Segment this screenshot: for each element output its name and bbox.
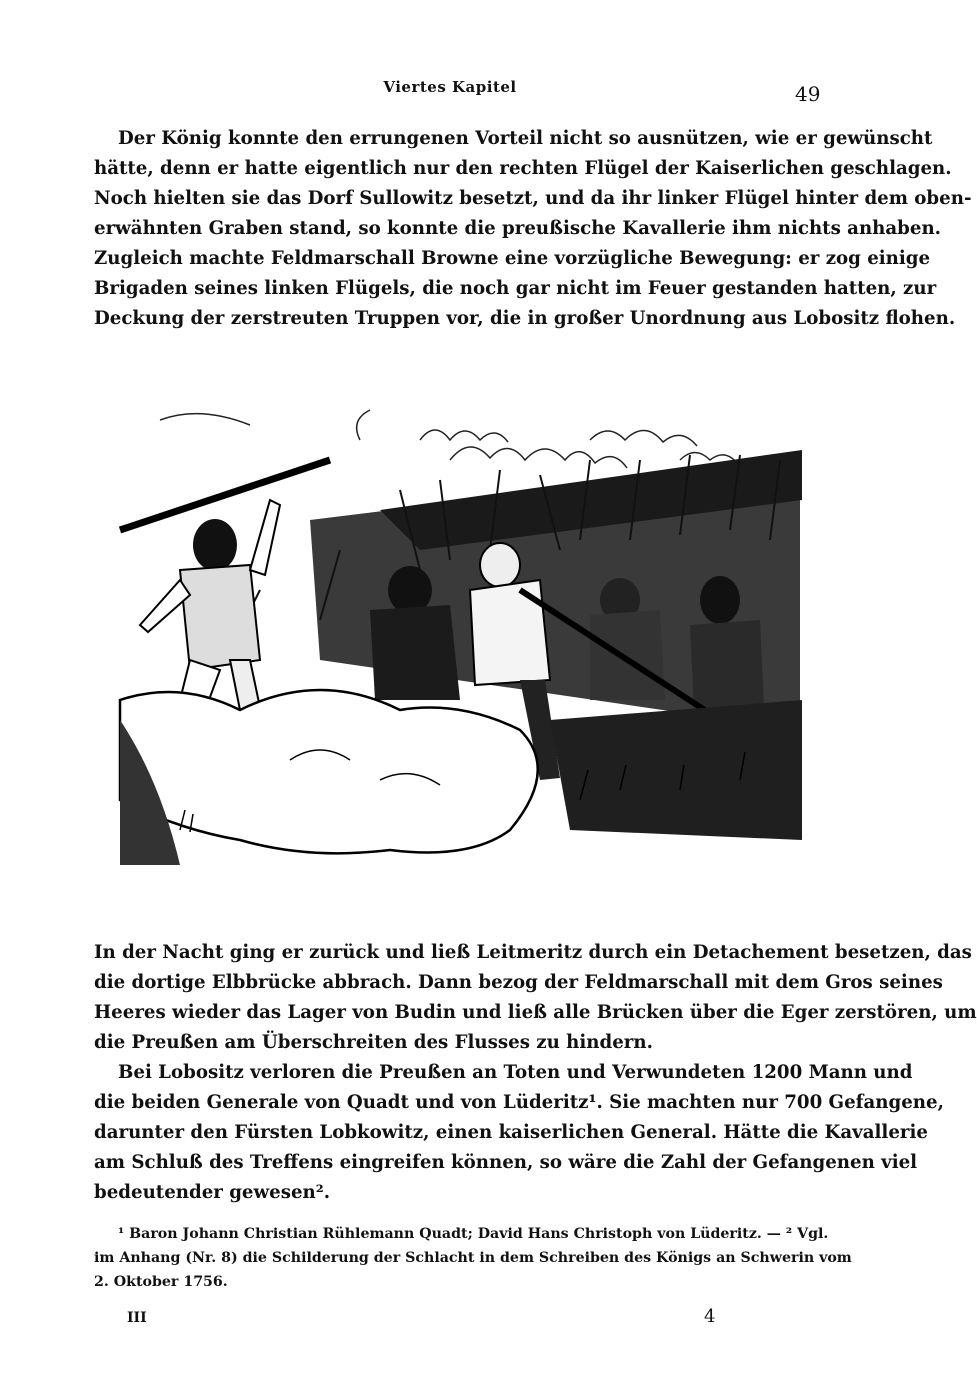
paragraph-2 xyxy=(94,938,977,1058)
footnote-line: 2. Oktober 1756. xyxy=(94,1274,228,1290)
text-line: am Schluß des Treffens eingreifen können, so wäre die Zahl der Gefangenen viel xyxy=(94,1152,918,1173)
text-line: Noch hielten sie das Dorf Sullowitz besetzt, und da ihr linker Flügel hinter dem oben- xyxy=(94,188,972,209)
raised-musket xyxy=(120,460,330,530)
text-line: die dortige Elbbrücke abbrach. Dann bezog der Feldmarschall mit dem Gros seines xyxy=(94,972,943,993)
smoke-clouds xyxy=(160,410,738,468)
text-line: Der König konnte den errungenen Vorteil nicht so ausnützen, wie er gewünscht xyxy=(118,128,933,149)
text-line: In der Nacht ging er zurück und ließ Leitmeritz durch ein Detachement besetzen, das xyxy=(94,942,972,963)
text-line: erwähnten Graben stand, so konnte die preußische Kavallerie ihm nichts anhaben. xyxy=(94,218,942,239)
footnote-line: ¹ Baron Johann Christian Rühlemann Quadt; David Hans Christoph von Lüderitz. — ² Vgl. xyxy=(118,1226,829,1242)
text-line: Heeres wieder das Lager von Budin und ließ alle Brücken über die Eger zerstören, um xyxy=(94,1002,977,1023)
text-line: die Preußen am Überschreiten des Flusses zu hindern. xyxy=(94,1032,653,1053)
text-line: die beiden Generale von Quadt und von Lüderitz¹. Sie machten nur 700 Gefangene, xyxy=(94,1092,944,1113)
text-line: hätte, denn er hatte eigentlich nur den rechten Flügel der Kaiserlichen geschlagen. xyxy=(94,158,952,179)
page-number: 49 xyxy=(795,82,821,106)
paragraph-3 xyxy=(94,1058,944,1208)
rocky-ground xyxy=(120,690,538,853)
text-line: Bei Lobositz verloren die Preußen an Toten und Verwundeten 1200 Mann und xyxy=(118,1062,913,1083)
text-line: darunter den Fürsten Lobkowitz, einen kaiserlichen General. Hätte die Kavallerie xyxy=(94,1122,928,1143)
running-title: Viertes Kapitel xyxy=(383,78,517,96)
paragraph-1 xyxy=(94,124,972,334)
text-line: Brigaden seines linken Flügels, die noch gar nicht im Feuer gestanden hatten, zur xyxy=(94,278,937,299)
volume-mark: III xyxy=(127,1310,147,1326)
battle-illustration xyxy=(120,400,802,865)
text-line: bedeutender gewesen². xyxy=(94,1182,331,1203)
footnote-line: im Anhang (Nr. 8) die Schilderung der Schlacht in dem Schreiben des Königs an Schwerin vom xyxy=(94,1250,852,1266)
footnotes xyxy=(94,1222,852,1294)
sheet-number: 4 xyxy=(704,1306,716,1327)
text-line: Deckung der zerstreuten Truppen vor, die in großer Unordnung aus Lobositz flohen. xyxy=(94,308,956,329)
text-line: Zugleich machte Feldmarschall Browne eine vorzügliche Bewegung: er zog einige xyxy=(94,248,931,269)
